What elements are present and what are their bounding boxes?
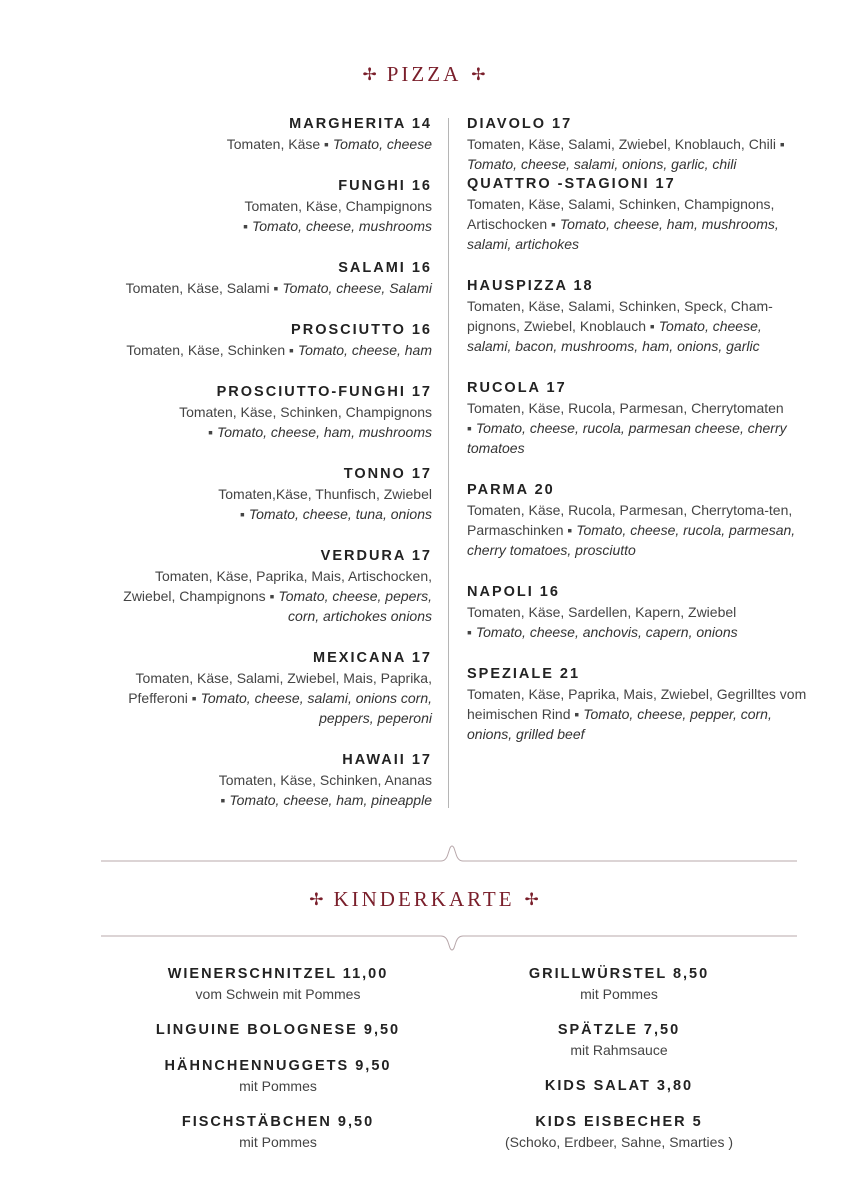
kids-menu-item xyxy=(98,1056,458,1096)
description-english: Tomato, cheese, ham, mushrooms xyxy=(216,424,432,440)
item-description: mit Pommes xyxy=(239,1078,317,1094)
description-german: Tomaten, Käse, Sardellen, Kapern, Zwiebel xyxy=(467,604,737,620)
description-german: Tomaten, Käse, Schinken, Champignons xyxy=(179,404,432,420)
menu-item xyxy=(467,582,807,642)
item-description: (Schoko, Erdbeer, Sahne, Smarties ) xyxy=(505,1134,733,1150)
description-english: Tomato, cheese, pepper, corn, onions, grilled beef xyxy=(467,706,772,742)
description-english: Tomato, cheese, Salami xyxy=(282,280,432,296)
item-name: MEXICANA 17 xyxy=(313,650,432,666)
item-description xyxy=(467,500,807,560)
kids-menu-item xyxy=(439,1020,799,1060)
menu-item xyxy=(467,378,807,458)
item-name: KIDS SALAT 3,80 xyxy=(544,1078,694,1094)
description-english: Tomato, cheese, salami, onions, garlic, chili xyxy=(467,156,737,172)
description-german: Tomaten, Käse, Schinken, Ananas xyxy=(218,772,432,788)
menu-item xyxy=(100,114,432,154)
ornament-icon: ✢ xyxy=(362,65,377,84)
bullet-separator: ▪ xyxy=(567,522,573,538)
description-german: Tomaten, Käse, Rucola, Parmesan, Cherrytoma-ten, Parmaschinken xyxy=(467,502,793,538)
menu-item xyxy=(100,382,432,442)
item-name: PARMA 20 xyxy=(467,482,555,498)
menu-item xyxy=(467,276,807,356)
item-name: LINGUINE BOLOGNESE 9,50 xyxy=(155,1022,401,1038)
bullet-separator: ▪ xyxy=(324,136,329,152)
item-name: GRILLWÜRSTEL 8,50 xyxy=(528,966,710,982)
item-name: HÄHNCHENNUGGETS 9,50 xyxy=(164,1058,392,1074)
description-german: Tomaten, Käse xyxy=(226,136,321,152)
kinderkarte-heading xyxy=(0,887,848,912)
menu-item xyxy=(100,464,432,524)
description-english: Tomato, cheese, pepers, corn, artichokes onions xyxy=(278,588,432,624)
item-description xyxy=(467,684,807,744)
item-name: WIENERSCHNITZEL 11,00 xyxy=(167,966,389,982)
menu-item xyxy=(100,258,432,298)
item-description xyxy=(100,668,432,728)
description-english: Tomato, cheese, salami, bacon, mushrooms, ham, onions, garlic xyxy=(467,318,762,354)
description-english: Tomato, cheese, ham, mushrooms, salami, artichokes xyxy=(467,216,779,252)
pizza-left-column xyxy=(100,114,432,810)
description-english: Tomato, cheese, anchovis, capern, onions xyxy=(475,624,738,640)
item-description: vom Schwein mit Pommes xyxy=(195,986,361,1002)
description-english: Tomato, cheese, ham xyxy=(297,342,432,358)
description-german: Tomaten, Käse, Salami, Zwiebel, Knoblauch, Chili xyxy=(467,136,776,152)
item-description xyxy=(100,134,432,154)
kids-menu-item xyxy=(439,964,799,1004)
item-description xyxy=(100,340,432,360)
menu-item xyxy=(100,750,432,810)
bullet-separator: ▪ xyxy=(191,690,197,706)
kids-left-column xyxy=(98,964,458,1152)
item-name: FUNGHI 16 xyxy=(338,178,432,194)
item-name: HAUSPIZZA 18 xyxy=(467,278,594,294)
item-name: PROSCIUTTO 16 xyxy=(291,322,432,338)
description-english: Tomato, cheese, mushrooms xyxy=(251,218,432,234)
item-name: KIDS EISBECHER 5 xyxy=(535,1114,703,1130)
item-description xyxy=(100,770,432,810)
description-english: Tomato, cheese, rucola, parmesan, cherry tomatoes, prosciutto xyxy=(467,522,796,558)
bullet-separator: ▪ xyxy=(574,706,580,722)
kids-menu-item xyxy=(98,1112,458,1152)
kids-menu-item xyxy=(439,1112,799,1152)
description-german: Tomaten, Käse, Champignons xyxy=(244,198,432,214)
description-english: Tomato, cheese, ham, pineapple xyxy=(229,792,432,808)
kinderkarte-title: KINDERKARTE xyxy=(333,887,515,911)
item-description xyxy=(100,402,432,442)
item-name: VERDURA 17 xyxy=(320,548,432,564)
item-name: DIAVOLO 17 xyxy=(467,116,573,132)
bullet-separator: ▪ xyxy=(208,424,214,440)
bullet-separator: ▪ xyxy=(551,216,557,232)
bullet-separator: ▪ xyxy=(269,588,275,604)
pizza-heading xyxy=(0,62,848,87)
kids-menu-item xyxy=(98,964,458,1004)
description-english: Tomato, cheese xyxy=(332,136,432,152)
column-divider xyxy=(448,118,449,808)
pizza-right-column xyxy=(467,114,807,744)
pizza-title: PIZZA xyxy=(386,62,462,86)
item-name: PROSCIUTTO-FUNGHI 17 xyxy=(216,384,432,400)
item-name: FISCHSTÄBCHEN 9,50 xyxy=(181,1114,375,1130)
bullet-separator: ▪ xyxy=(467,624,472,640)
description-german: Tomaten, Käse, Paprika, Mais, Zwiebel, Gegrilltes vom heimischen Rind xyxy=(467,686,807,722)
bullet-separator: ▪ xyxy=(243,218,249,234)
item-description: mit Pommes xyxy=(239,1134,317,1150)
bullet-separator: ▪ xyxy=(220,792,226,808)
bullet-separator: ▪ xyxy=(649,318,655,334)
section-divider xyxy=(0,926,848,956)
item-description xyxy=(467,602,807,642)
bullet-separator: ▪ xyxy=(779,136,785,152)
item-name: SPEZIALE 21 xyxy=(467,666,581,682)
bullet-separator: ▪ xyxy=(273,280,279,296)
item-name: NAPOLI 16 xyxy=(467,584,560,600)
item-description xyxy=(467,194,807,254)
menu-item xyxy=(100,320,432,360)
description-german: Tomaten, Käse, Salami, Schinken, Champignons, Artischocken xyxy=(467,196,775,232)
bullet-separator: ▪ xyxy=(467,420,472,436)
description-german: Tomaten, Käse, Salami xyxy=(125,280,270,296)
item-name: MARGHERITA 14 xyxy=(289,116,432,132)
kids-menu-item xyxy=(439,1076,799,1096)
menu-item xyxy=(467,174,807,254)
description-english: Tomato, cheese, rucola, parmesan cheese, cherry tomatoes xyxy=(467,420,787,456)
item-description xyxy=(100,566,432,626)
description-german: Tomaten, Käse, Paprika, Mais, Artischocken, Zwiebel, Champignons xyxy=(123,568,432,604)
description-german: Tomaten,Käse, Thunfisch, Zwiebel xyxy=(218,486,432,502)
item-name: QUATTRO -STAGIONI 17 xyxy=(467,176,676,192)
bullet-separator: ▪ xyxy=(289,342,294,358)
description-german: Tomaten, Käse, Schinken xyxy=(126,342,286,358)
bullet-separator: ▪ xyxy=(239,506,245,522)
ornament-icon: ✢ xyxy=(309,890,324,909)
description-german: Tomaten, Käse, Salami, Zwiebel, Mais, Paprika, Pfefferoni xyxy=(128,670,432,706)
item-name: SPÄTZLE 7,50 xyxy=(557,1022,681,1038)
item-name: TONNO 17 xyxy=(343,466,432,482)
description-german: Tomaten, Käse, Rucola, Parmesan, Cherrytomaten xyxy=(467,400,784,416)
item-description: mit Pommes xyxy=(580,986,658,1002)
item-description xyxy=(100,196,432,236)
item-description xyxy=(467,134,807,174)
menu-item xyxy=(467,114,807,174)
menu-item xyxy=(467,480,807,560)
menu-item xyxy=(467,664,807,744)
menu-item xyxy=(100,176,432,236)
menu-item xyxy=(100,546,432,626)
item-description xyxy=(467,296,807,356)
item-name: HAWAII 17 xyxy=(342,752,432,768)
description-english: Tomato, cheese, salami, onions corn, peppers, peperoni xyxy=(200,690,432,726)
description-english: Tomato, cheese, tuna, onions xyxy=(248,506,432,522)
description-german: Tomaten, Käse, Salami, Schinken, Speck, Cham-pignons, Zwiebel, Knoblauch xyxy=(467,298,773,334)
item-description xyxy=(100,484,432,524)
ornament-icon: ✢ xyxy=(471,65,486,84)
item-description: mit Rahmsauce xyxy=(570,1042,668,1058)
item-name: SALAMI 16 xyxy=(338,260,432,276)
ornament-icon: ✢ xyxy=(524,890,539,909)
item-name: RUCOLA 17 xyxy=(467,380,567,396)
kids-menu-item xyxy=(98,1020,458,1040)
kids-right-column xyxy=(439,964,799,1152)
section-divider xyxy=(0,840,848,870)
menu-item xyxy=(100,648,432,728)
item-description xyxy=(467,398,807,458)
item-description xyxy=(100,278,432,298)
